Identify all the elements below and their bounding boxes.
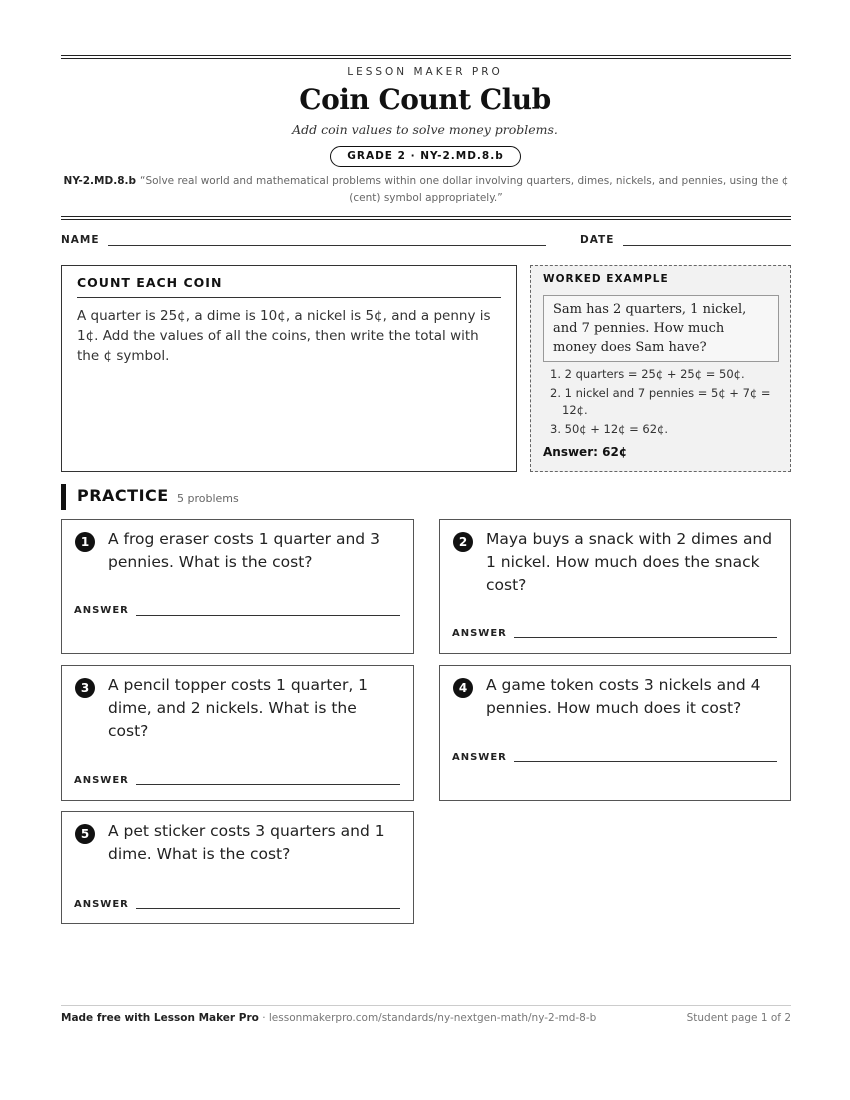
problem-card xyxy=(61,519,414,654)
footer-url[interactable]: · lessonmakerpro.com/standards/ny-nextgen-math/ny-2-md-8-b xyxy=(258,1012,597,1024)
worked-example-box xyxy=(530,265,791,472)
problem-text: A pencil topper costs 1 quarter, 1 dime, and 2 nickels. What is the cost? xyxy=(108,676,369,740)
problem-text: Maya buys a snack with 2 dimes and 1 nickel. How much does the snack cost? xyxy=(486,530,773,594)
instructions-box xyxy=(61,265,517,472)
name-label: NAME xyxy=(61,234,100,246)
problem-card xyxy=(61,665,414,801)
problem-text: A pet sticker costs 3 quarters and 1 dime. What is the cost? xyxy=(108,822,385,863)
problem-text: A frog eraser costs 1 quarter and 3 pennies. What is the cost? xyxy=(108,530,380,571)
worked-example-question: Sam has 2 quarters, 1 nickel, and 7 pennies. How much money does Sam have? xyxy=(543,295,779,362)
answer-label: ANSWER xyxy=(452,628,507,639)
header-bottom-double-rule xyxy=(61,216,791,220)
worked-example-answer: Answer: 62¢ xyxy=(543,445,628,459)
instructions-heading: COUNT EACH COIN xyxy=(77,275,501,298)
answer-field[interactable] xyxy=(514,637,777,638)
date-label: DATE xyxy=(580,234,615,246)
practice-count: 5 problems xyxy=(177,492,239,505)
worked-example-step: 3. 50¢ + 12¢ = 62¢. xyxy=(550,422,669,436)
problem-number-badge: 4 xyxy=(453,678,473,698)
answer-label: ANSWER xyxy=(74,775,129,786)
answer-label: ANSWER xyxy=(452,752,507,763)
answer-field[interactable] xyxy=(136,908,400,909)
worksheet-title: Coin Count Club xyxy=(299,83,551,116)
date-field[interactable] xyxy=(623,245,791,246)
footer-credit xyxy=(61,1012,596,1024)
footer-made-with: Made free with Lesson Maker Pro xyxy=(61,1012,259,1024)
problem-number-badge: 5 xyxy=(75,824,95,844)
practice-heading: PRACTICE xyxy=(77,486,169,505)
answer-field[interactable] xyxy=(136,615,400,616)
problem-text: A game token costs 3 nickels and 4 pennies. How much does it cost? xyxy=(486,676,761,717)
instructions-body: A quarter is 25¢, a dime is 10¢, a nickel is 5¢, and a penny is 1¢. Add the values of all the coins, then write the total with the ¢ symbol. xyxy=(77,308,491,364)
answer-field[interactable] xyxy=(136,784,400,785)
top-double-rule xyxy=(61,55,791,59)
worked-example-step: 2. 1 nickel and 7 pennies = 5¢ + 7¢ = 12¢. xyxy=(550,386,771,417)
problem-card xyxy=(439,519,791,654)
footer-divider xyxy=(61,1005,791,1006)
worked-example-heading: WORKED EXAMPLE xyxy=(543,273,669,285)
problem-card xyxy=(61,811,414,924)
name-field[interactable] xyxy=(108,245,546,246)
standard-description xyxy=(60,173,792,207)
answer-label: ANSWER xyxy=(74,899,129,910)
worked-example-steps xyxy=(543,366,781,440)
worksheet-subtitle: Add coin values to solve money problems. xyxy=(292,122,558,137)
practice-accent-bar xyxy=(61,484,66,510)
footer-page-number: Student page 1 of 2 xyxy=(686,1012,791,1024)
problem-number-badge: 3 xyxy=(75,678,95,698)
answer-field[interactable] xyxy=(514,761,777,762)
problem-number-badge: 1 xyxy=(75,532,95,552)
worked-example-step: 1. 2 quarters = 25¢ + 25¢ = 50¢. xyxy=(550,367,745,381)
grade-standard-badge: GRADE 2 · NY-2.MD.8.b xyxy=(330,146,521,167)
problem-number-badge: 2 xyxy=(453,532,473,552)
answer-label: ANSWER xyxy=(74,605,129,616)
brand-name: LESSON MAKER PRO xyxy=(347,66,503,78)
standard-text: “Solve real world and mathematical problems within one dollar involving quarters, dimes, nickels, and pennies, using the ¢ (cent) symbol appropriately.” xyxy=(140,175,789,204)
standard-code: NY-2.MD.8.b xyxy=(63,175,137,187)
problem-card xyxy=(439,665,791,801)
